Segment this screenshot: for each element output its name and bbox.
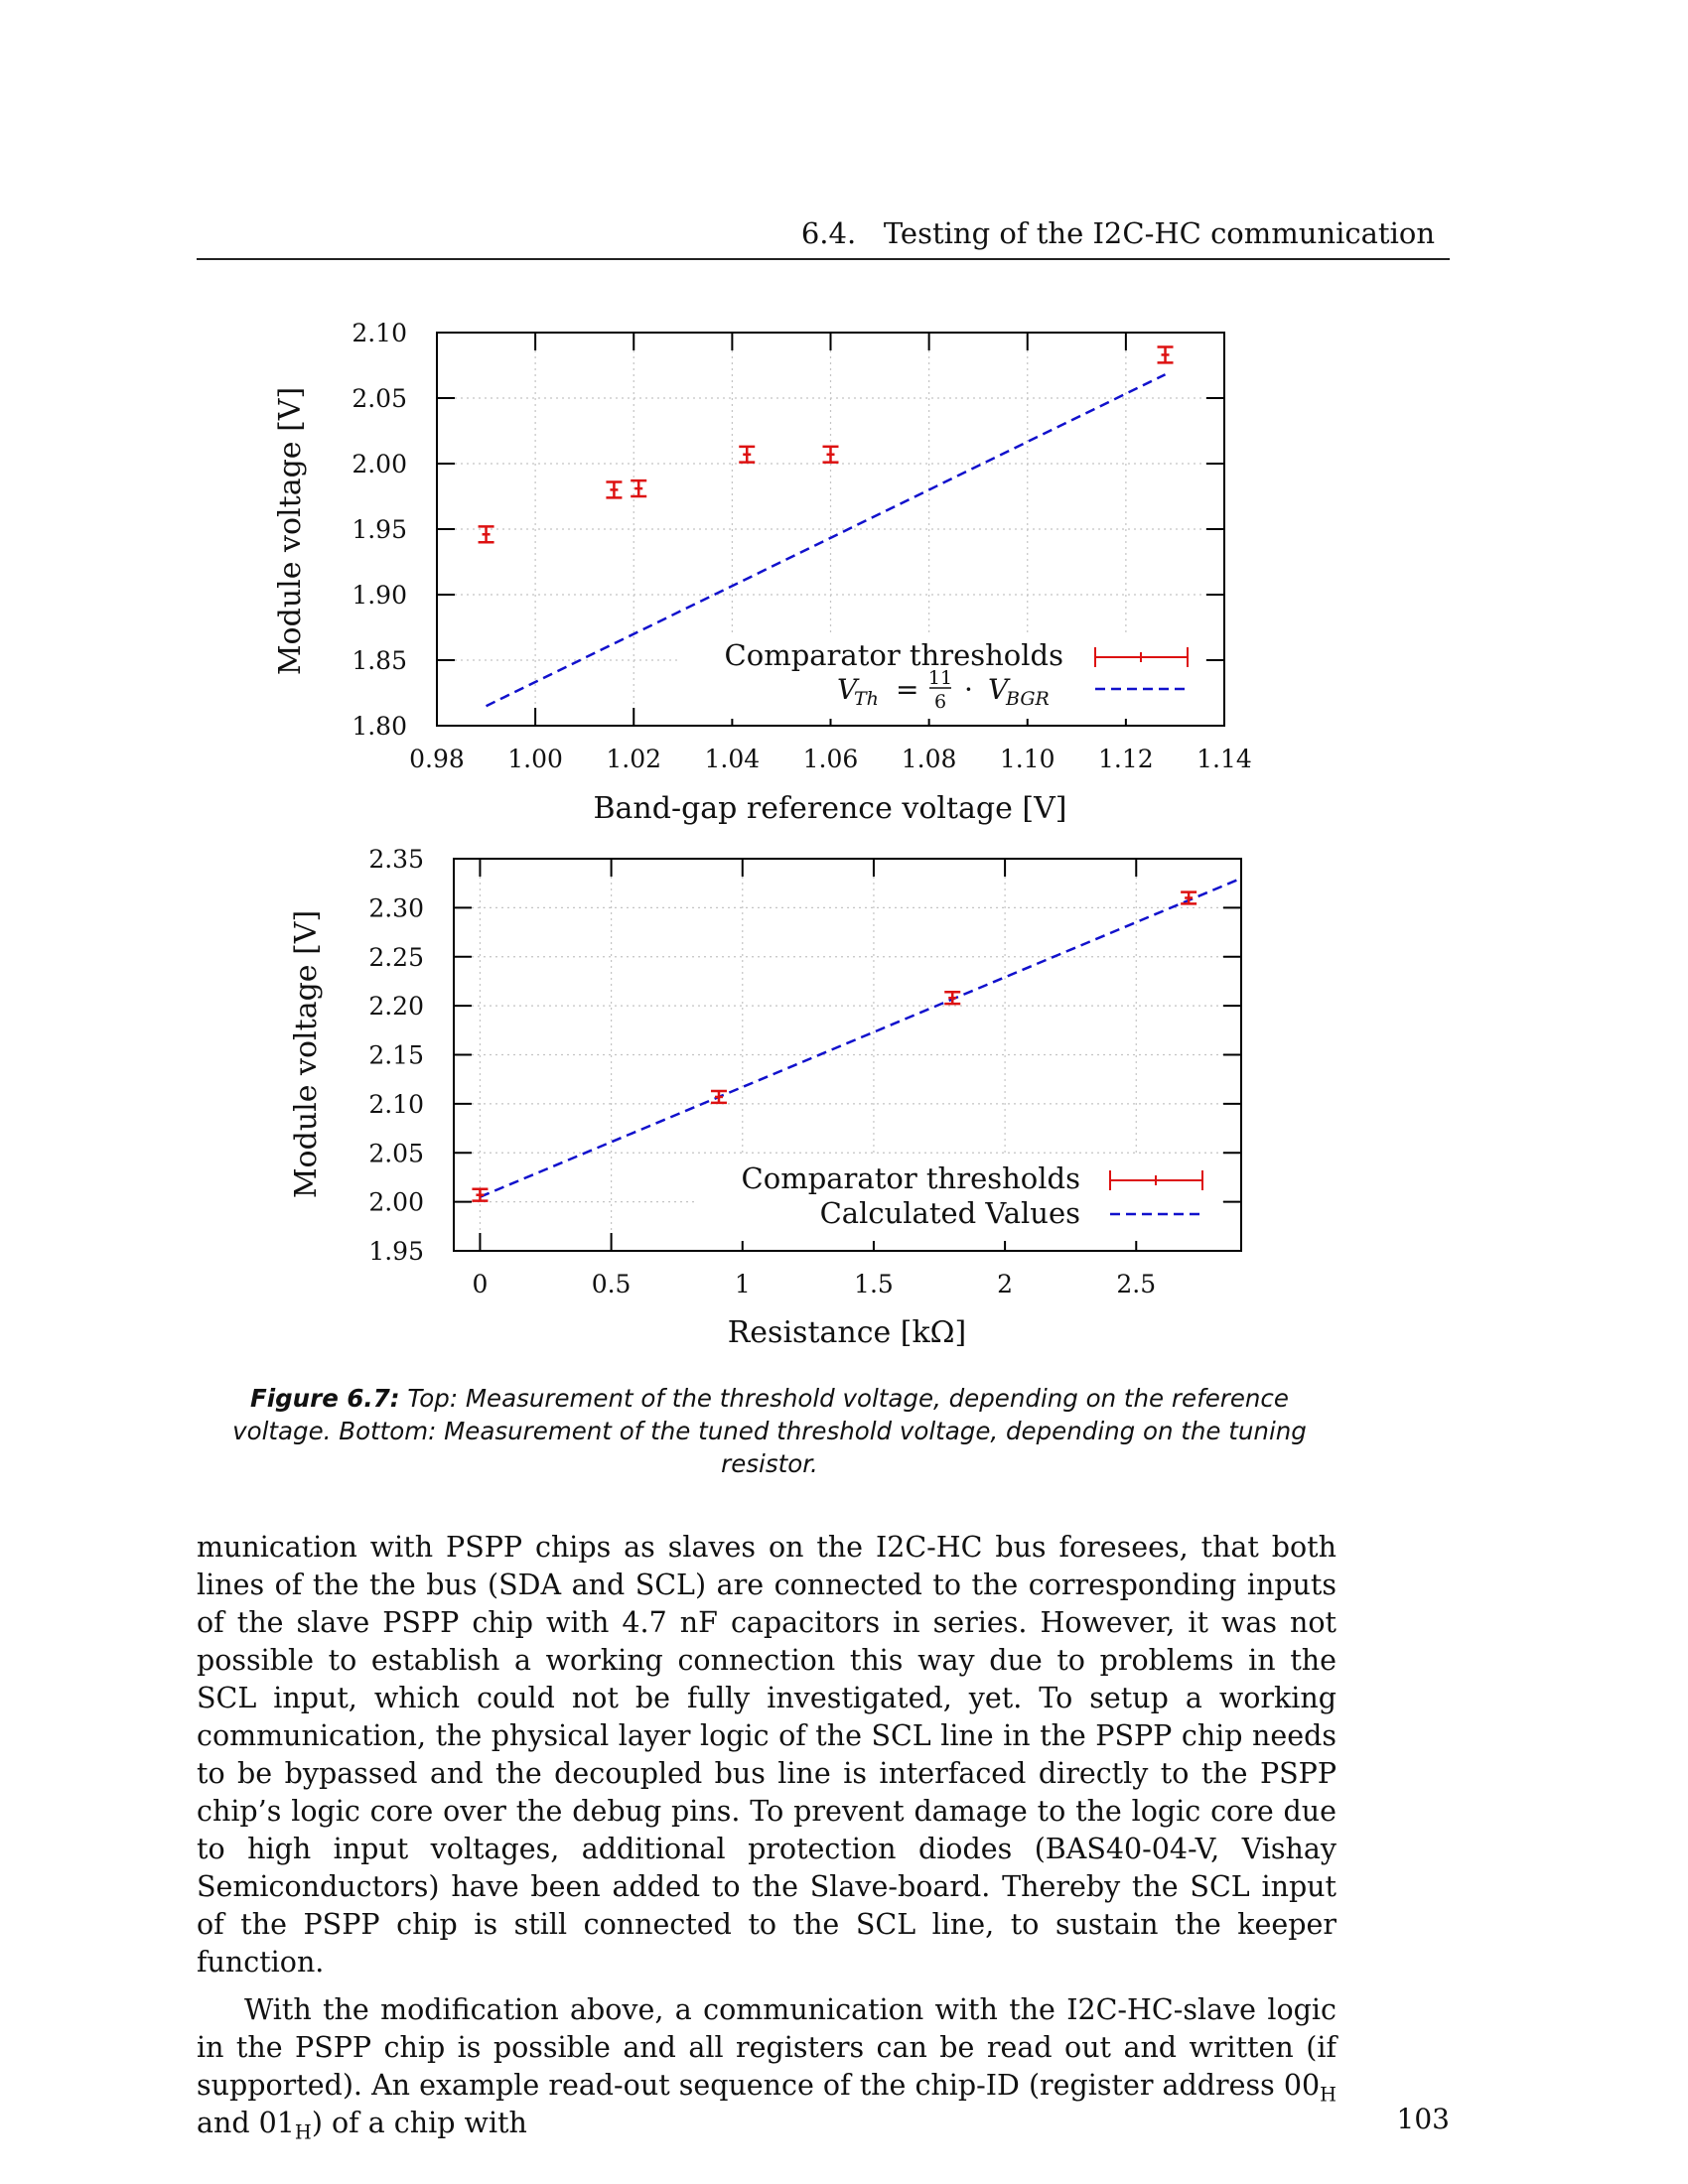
x-tick-label: 2.5 — [1116, 1270, 1157, 1298]
y-tick-label: 1.85 — [352, 646, 407, 675]
data-point — [1158, 347, 1174, 363]
figure-caption — [199, 1382, 1340, 1480]
formula-numerator: 11 — [927, 667, 953, 689]
x-tick-label: 1.14 — [1196, 745, 1252, 773]
top-chart-y-axis-label: Module voltage [V] — [273, 386, 308, 676]
bottom-chart-x-axis-label: Resistance [kΩ] — [727, 1315, 967, 1350]
y-tick-label: 2.10 — [368, 1089, 424, 1119]
register-address-01: 01 — [258, 2107, 295, 2139]
y-tick-label: 2.20 — [368, 992, 424, 1022]
figure-caption-label: Figure 6.7: — [250, 1384, 400, 1413]
y-tick-label: 2.25 — [368, 942, 424, 972]
data-point — [606, 481, 622, 497]
data-point — [823, 447, 839, 463]
top-chart-x-tick-labels — [409, 745, 1252, 773]
formula-v-bgr: V — [988, 673, 1009, 706]
top-legend-label-thresholds: Comparator thresholds — [724, 638, 1063, 672]
register-address-00-subscript: H — [1320, 2083, 1336, 2107]
y-tick-label: 2.00 — [352, 450, 407, 478]
threshold-vs-resistance-chart — [0, 834, 1688, 1370]
figure-caption-text: Top: Measurement of the threshold voltage, depending on the reference voltage. Bottom: Measurement of the tuned threshold voltage, depending on the tuning resistor. — [232, 1384, 1307, 1478]
data-point — [739, 447, 755, 463]
x-tick-label: 1.12 — [1098, 745, 1154, 773]
x-tick-label: 0.98 — [409, 745, 465, 773]
x-tick-label: 1.04 — [704, 745, 761, 773]
x-tick-label: 0.5 — [591, 1270, 632, 1298]
y-tick-label: 2.05 — [352, 384, 407, 413]
y-tick-label: 2.15 — [368, 1040, 424, 1070]
x-tick-label: 1.06 — [802, 745, 859, 773]
bottom-legend-label-thresholds: Comparator thresholds — [741, 1161, 1080, 1195]
page-number: 103 — [1396, 2103, 1450, 2135]
y-tick-label: 2.05 — [368, 1139, 424, 1168]
x-tick-label: 0 — [472, 1270, 489, 1298]
top-chart-legend — [680, 635, 1204, 719]
formula-th-subscript: Th — [854, 688, 879, 710]
formula-equals: = — [896, 673, 919, 706]
model-dashed-line — [480, 879, 1241, 1197]
threshold-vs-reference-chart — [0, 298, 1688, 839]
x-tick-label: 1.10 — [999, 745, 1055, 773]
x-tick-label: 1.08 — [901, 745, 957, 773]
y-tick-label: 2.10 — [352, 319, 407, 347]
header-section-title: Testing of the I2C-HC communication — [883, 216, 1435, 250]
body-paragraph-2 — [197, 1991, 1336, 2142]
x-tick-label: 1.02 — [606, 745, 662, 773]
header-rule — [197, 258, 1450, 260]
data-point — [711, 1091, 727, 1103]
bottom-chart-model-line — [480, 879, 1241, 1197]
formula-bgr-subscript: BGR — [1006, 688, 1050, 710]
bottom-legend-label-calculated: Calculated Values — [819, 1196, 1080, 1230]
y-tick-label: 2.30 — [368, 893, 424, 923]
bottom-chart-data-points — [472, 892, 1196, 1201]
paragraph-2-part-1: With the modification above, a communication with the I2C-HC-slave logic in the PSPP chip is possible and all registers can be read out and written (if supported). An example read-out sequence of the chip-ID (register address — [197, 1993, 1336, 2102]
x-tick-label: 1.5 — [854, 1270, 894, 1298]
bottom-chart-legend — [697, 1157, 1221, 1241]
formula-v-th: V — [837, 673, 858, 706]
y-tick-label: 1.95 — [368, 1237, 424, 1266]
data-point — [631, 480, 646, 496]
y-tick-label: 1.95 — [352, 515, 407, 544]
paragraph-2-part-2: and — [197, 2107, 259, 2139]
top-chart-y-tick-labels — [352, 319, 407, 741]
x-tick-label: 1 — [734, 1270, 751, 1298]
top-chart-data-points — [479, 347, 1174, 543]
register-address-01-subscript: H — [294, 2120, 312, 2144]
top-chart-x-axis-label: Band-gap reference voltage [V] — [593, 791, 1067, 826]
body-paragraph-1: munication with PSPP chips as slaves on the I2C-HC bus foresees, that both lines of the the bus (SDA and SCL) are connected to the corresponding inputs of the slave PSPP chip with 4.7 nF capacitors in series. However, it was not possible to establish a working connection this way due to problems in the SCL input, which could not be fully investigated, yet. To setup a working communication, the physical layer logic of the SCL line in the PSPP chip needs to be bypassed and the decoupled bus line is interfaced directly to the PSPP chip’s logic core over the debug pins. To prevent damage to the logic core due to high input voltages, additional protection diodes (BAS40-04-V, Vishay Semiconductors) have been added to the Slave-board. Thereby the SCL input of the PSPP chip is still connected to the SCL line, to sustain the keeper function. — [197, 1531, 1336, 1979]
data-point — [1181, 892, 1196, 904]
x-tick-label: 2 — [997, 1270, 1014, 1298]
x-tick-label: 1.00 — [507, 745, 563, 773]
header-section-number: 6.4. — [800, 216, 857, 250]
y-tick-label: 2.35 — [368, 845, 424, 874]
y-tick-label: 1.80 — [352, 712, 407, 741]
running-header — [801, 216, 1435, 250]
y-tick-label: 1.90 — [352, 581, 407, 610]
paragraph-2-part-3: ) of a chip with — [311, 2107, 527, 2139]
y-tick-label: 2.00 — [368, 1187, 424, 1217]
formula-dot: · — [964, 673, 973, 706]
bottom-chart-x-tick-labels — [472, 1270, 1156, 1298]
register-address-00: 00 — [1283, 2069, 1321, 2102]
bottom-chart-y-tick-labels — [368, 845, 424, 1266]
formula-denominator: 6 — [933, 691, 947, 713]
body-text — [197, 1529, 1336, 2142]
bottom-chart-y-axis-label: Module voltage [V] — [289, 909, 324, 1199]
